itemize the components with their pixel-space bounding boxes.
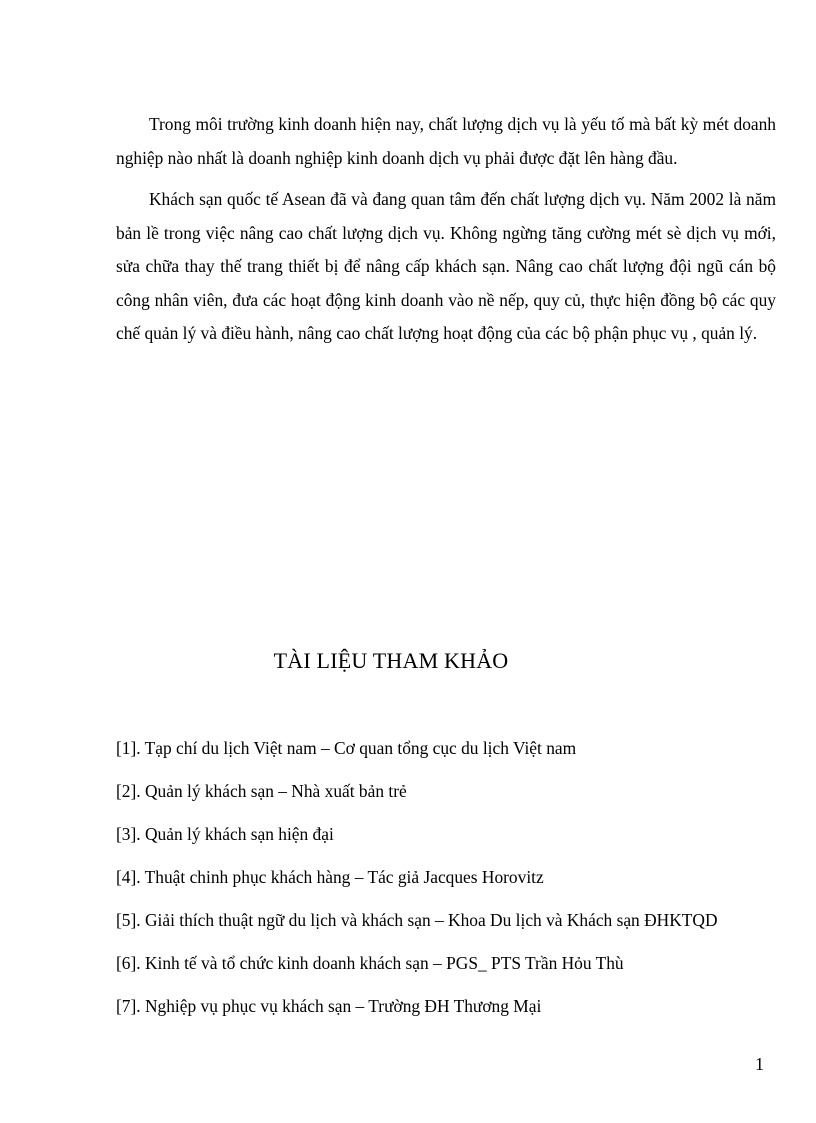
reference-item-6: [6]. Kinh tế và tổ chức kinh doanh khách sạn – PGS_ PTS Trần Hỏu Thù [116,953,624,973]
body-text [116,108,776,359]
reference-item-5: [5]. Giải thích thuật ngữ du lịch và khách sạn – Khoa Du lịch và Khách sạn ĐHKTQD [116,910,718,930]
reference-item-1: [1]. Tạp chí du lịch Việt nam – Cơ quan tổng cục du lịch Việt nam [116,738,577,758]
page-number: 1 [755,1054,764,1074]
references-list [116,733,796,1034]
reference-item-7: [7]. Nghiệp vụ phục vụ khách sạn – Trường ĐH Thương Mại [116,996,542,1016]
reference-item-4: [4]. Thuật chinh phục khách hàng – Tác giả Jacques Horovitz [116,867,544,887]
references-heading: TÀI LIỆU THAM KHẢO [273,648,509,673]
reference-item-3: [3]. Quản lý khách sạn hiện đại [116,824,334,844]
reference-item-2: [2]. Quản lý khách sạn – Nhà xuất bản trẻ [116,781,407,801]
paragraph-asean-hotel: Khách sạn quốc tế Asean đã và đang quan tâm đến chất lượng dịch vụ. Năm 2002 là năm bản lề trong việc nâng cao chất lượng dịch vụ. Không ngừng tăng cường mét sè dịch vụ mới, sửa chữa thay thế trang thiết bị để nâng cấp khách sạn. Nâng cao chất lượng đội ngũ cán bộ công nhân viên, đưa các hoạt động kinh doanh vào nề nếp, quy củ, thực hiện đồng bộ các quy chế quản lý và điều hành, nâng cao chất lượng hoạt động của các bộ phận phục vụ , quản lý. [116,189,776,343]
paragraph-quality-importance: Trong môi trường kinh doanh hiện nay, chất lượng dịch vụ là yếu tố mà bất kỳ mét doanh nghiệp nào nhất là doanh nghiệp kinh doanh dịch vụ phải được đặt lên hàng đầu. [116,114,776,168]
